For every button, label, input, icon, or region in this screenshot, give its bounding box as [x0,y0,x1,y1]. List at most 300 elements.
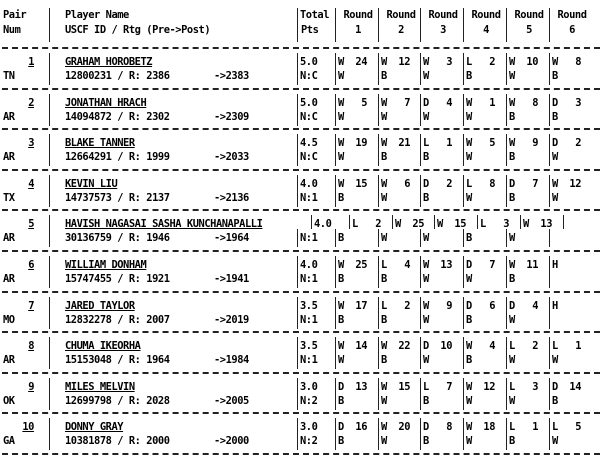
column-divider [420,378,421,392]
round-color: W [509,70,515,82]
column-divider [335,337,336,351]
points-code: N:1 [300,232,318,245]
round-result: W 20 [381,421,411,434]
column-divider [349,215,350,229]
column-divider [549,94,550,108]
header-round-number: 6 [569,24,575,36]
points-code: N:1 [300,354,318,367]
column-divider [378,256,379,270]
uscf-id-rating: 30136759 / R: 1946 [65,232,170,245]
header-total: Total [300,9,330,21]
column-divider [49,53,50,85]
round-result: W 18 [466,421,496,434]
round-color: B [381,354,387,367]
column-divider [378,351,379,369]
column-divider [420,392,421,410]
column-divider [378,175,379,189]
column-divider [297,189,298,207]
round-color: B [466,354,472,367]
player-name[interactable]: WILLIAM DONHAM [65,259,147,271]
round-color: W [552,354,558,367]
player-name[interactable]: HAVISH NAGASAI SASHA KUNCHANAPALLI [65,218,263,231]
total-points: 3.0 [300,380,318,393]
column-divider [549,53,550,67]
column-divider [420,175,421,189]
column-divider [378,134,379,148]
column-divider [335,432,336,450]
column-divider [463,189,464,207]
column-divider [420,53,421,67]
column-divider [506,148,507,166]
round-color: B [509,273,515,285]
round-color: W [381,435,387,448]
column-divider [335,378,336,392]
round-color: W [466,110,472,123]
round-result: W 6 [381,177,411,190]
column-divider [506,189,507,207]
total-points: 4.5 [300,137,318,150]
round-result: L 1 [509,421,539,434]
header-round-number: 5 [526,24,532,36]
round-color: B [552,70,558,82]
column-divider [297,229,298,247]
column-divider [506,229,507,247]
round-color: W [381,110,387,123]
column-divider [420,256,421,270]
player-name[interactable]: JONATHAN HRACH [65,96,147,109]
column-divider [297,134,298,148]
column-divider [378,311,379,329]
column-divider [335,67,336,85]
round-color: W [338,151,344,164]
round-color: B [423,394,429,407]
column-divider [297,418,298,432]
round-result: L 5 [552,421,582,434]
column-divider [378,189,379,207]
uscf-id-rating: 15153048 / R: 1964 [65,354,170,367]
round-color: W [338,110,344,123]
uscf-id-rating: 14094872 / R: 2302 [65,110,170,123]
total-points: 5.0 [300,56,318,68]
post-rating: ->2136 [214,191,249,204]
round-result: D 2 [423,177,453,190]
pair-number: 4 [28,177,34,190]
row-separator [2,128,600,130]
pair-number: 6 [28,259,34,271]
column-divider [420,270,421,288]
header-round-1: Round [343,9,373,21]
round-result: W 12 [552,177,582,190]
row-separator [2,209,600,211]
column-divider [335,108,336,126]
round-color: W [423,273,429,285]
column-divider [463,229,464,247]
row-separator [2,453,600,455]
column-divider [463,392,464,410]
header-round-3: Round [428,9,458,21]
column-divider [434,215,435,229]
round-color: W [381,394,387,407]
round-color: W [338,70,344,82]
column-divider [477,215,478,229]
column-divider [420,94,421,108]
round-color: W [466,273,472,285]
column-divider [463,351,464,369]
column-divider [297,67,298,85]
column-divider [549,8,550,42]
player-state: TN [3,70,15,82]
round-result: D 16 [338,421,368,434]
round-result: L 3 [480,218,510,231]
column-divider [49,337,50,369]
round-result: D 6 [466,299,496,312]
column-divider [378,378,379,392]
player-state: TX [3,191,15,204]
player-name[interactable]: BLAKE TANNER [65,137,135,150]
player-name[interactable]: DONNY GRAY [65,421,124,434]
round-result: W 15 [338,177,368,190]
column-divider [297,53,298,67]
round-color: B [381,273,387,285]
round-color: B [338,232,344,245]
column-divider [335,418,336,432]
round-color: W [552,435,558,448]
round-color: W [509,232,515,245]
column-divider [506,270,507,288]
column-divider [335,297,336,311]
round-result: L 2 [466,56,496,68]
column-divider [378,337,379,351]
round-color: W [381,232,387,245]
column-divider [506,311,507,329]
column-divider [335,148,336,166]
round-color: B [552,110,558,123]
points-code: N:1 [300,191,318,204]
round-result: L 1 [423,137,453,150]
column-divider [506,175,507,189]
uscf-id-rating: 12800231 / R: 2386 [65,70,170,82]
round-color: B [466,232,472,245]
column-divider [463,311,464,329]
round-result: W 14 [338,340,368,353]
column-divider [49,94,50,126]
column-divider [506,392,507,410]
round-color: B [338,191,344,204]
column-divider [463,175,464,189]
column-divider [463,53,464,67]
column-divider [311,215,312,229]
points-code: N:C [300,70,318,82]
header-pts: Pts [301,24,319,36]
column-divider [297,392,298,410]
round-color: W [423,110,429,123]
round-color: B [423,191,429,204]
round-result: W 8 [552,56,582,68]
column-divider [549,229,550,247]
uscf-id-rating: 12664291 / R: 1999 [65,151,170,164]
round-result: L 2 [352,218,382,231]
round-color: B [381,313,387,326]
column-divider [549,189,550,207]
column-divider [297,256,298,270]
uscf-id-rating: 12832278 / R: 2007 [65,313,170,326]
uscf-id-rating: 10381878 / R: 2000 [65,435,170,448]
round-color: W [466,191,472,204]
post-rating: ->2000 [214,435,249,448]
round-color: B [552,394,558,407]
round-result: W 22 [381,340,411,353]
pair-number: 10 [22,421,34,434]
round-result: D 4 [423,96,453,109]
points-code: N:1 [300,313,318,326]
column-divider [506,378,507,392]
column-divider [335,175,336,189]
header-pair: Pair [3,9,27,21]
column-divider [297,108,298,126]
round-result: W 3 [423,56,453,68]
column-divider [335,134,336,148]
column-divider [297,175,298,189]
round-color: W [466,435,472,448]
points-code: N:2 [300,394,318,407]
column-divider [420,229,421,247]
column-divider [49,297,50,329]
header-round-5: Round [514,9,544,21]
column-divider [297,378,298,392]
row-separator [2,412,600,414]
total-points: 5.0 [300,96,318,109]
column-divider [463,270,464,288]
pair-number: 3 [28,137,34,150]
round-color: B [423,435,429,448]
row-separator [2,291,600,293]
round-color: B [338,273,344,285]
column-divider [463,378,464,392]
column-divider [549,297,550,311]
player-name[interactable]: CHUMA IKEORHA [65,340,141,353]
column-divider [420,148,421,166]
column-divider [549,67,550,85]
column-divider [506,108,507,126]
column-divider [297,311,298,329]
player-state: OK [3,394,15,407]
total-points: 4.0 [314,218,332,231]
player-state: MO [3,313,15,326]
column-divider [549,148,550,166]
round-result: D 8 [423,421,453,434]
column-divider [549,392,550,410]
column-divider [420,351,421,369]
column-divider [378,229,379,247]
column-divider [520,215,521,229]
column-divider [506,67,507,85]
header-round-6: Round [557,9,587,21]
total-points: 3.5 [300,299,318,312]
round-result: W 8 [509,96,539,109]
column-divider [549,418,550,432]
round-color: W [552,151,558,164]
column-divider [420,297,421,311]
round-result: D 10 [423,340,453,353]
column-divider [49,134,50,166]
column-divider [392,215,393,229]
round-result: D 7 [466,259,496,271]
round-result: D 13 [338,380,368,393]
round-color: B [509,110,515,123]
column-divider [463,418,464,432]
uscf-id-rating: 15747455 / R: 1921 [65,273,170,285]
round-color: W [509,313,515,326]
post-rating: ->1941 [214,273,249,285]
round-result: L 3 [509,380,539,393]
round-result: W 13 [523,218,553,231]
column-divider [549,270,550,288]
uscf-id-rating: 14737573 / R: 2137 [65,191,170,204]
round-color: B [466,70,472,82]
round-color: B [381,151,387,164]
row-separator [2,250,600,252]
post-rating: ->2019 [214,313,249,326]
player-state: AR [3,110,15,123]
round-color: W [423,354,429,367]
header-round-number: 4 [483,24,489,36]
column-divider [335,8,336,42]
points-code: N:C [300,151,318,164]
column-divider [49,8,50,42]
column-divider [549,337,550,351]
header-round-2: Round [386,9,416,21]
round-result: D 7 [509,177,539,190]
column-divider [297,432,298,450]
header-round-4: Round [471,9,501,21]
column-divider [420,311,421,329]
round-color: W [423,232,429,245]
points-code: N:C [300,110,318,123]
column-divider [378,392,379,410]
column-divider [420,67,421,85]
player-state: AR [3,232,15,245]
round-color: B [509,435,515,448]
round-result: W 21 [381,137,411,150]
column-divider [378,108,379,126]
round-result: L 1 [552,340,582,353]
player-name[interactable]: MILES MELVIN [65,380,135,393]
round-result: H [552,299,558,312]
player-name[interactable]: GRAHAM HOROBETZ [65,56,153,68]
column-divider [335,256,336,270]
round-result: L 7 [423,380,453,393]
column-divider [49,378,50,410]
pair-number: 1 [28,56,34,68]
round-result: L 8 [466,177,496,190]
round-result: W 19 [338,137,368,150]
player-name[interactable]: KEVIN LIU [65,177,118,190]
round-result: W 12 [381,56,411,68]
round-result: W 11 [509,259,539,271]
column-divider [463,134,464,148]
round-color: B [509,191,515,204]
pair-number: 5 [28,218,34,231]
player-state: AR [3,354,15,367]
column-divider [297,270,298,288]
column-divider [463,8,464,42]
column-divider [506,134,507,148]
player-state: AR [3,273,15,285]
header-num: Num [3,24,21,36]
round-color: B [381,70,387,82]
round-result: W 1 [466,96,496,109]
row-separator [2,88,600,90]
points-code: N:1 [300,273,318,285]
column-divider [549,311,550,329]
total-points: 4.0 [300,259,318,271]
column-divider [506,351,507,369]
round-color: B [509,151,515,164]
column-divider [378,432,379,450]
header-player-name: Player Name [65,9,129,21]
column-divider [378,53,379,67]
column-divider [335,311,336,329]
column-divider [378,8,379,42]
column-divider [506,337,507,351]
round-color: W [509,354,515,367]
column-divider [549,432,550,450]
column-divider [549,351,550,369]
round-result: L 2 [509,340,539,353]
header-uscf-rating: USCF ID / Rtg (Pre->Post) [65,24,211,36]
pair-number: 8 [28,340,34,353]
round-result: D 14 [552,380,582,393]
column-divider [506,297,507,311]
column-divider [335,229,336,247]
round-result: W 25 [338,259,368,271]
player-name[interactable]: JARED TAYLOR [65,299,135,312]
player-state: GA [3,435,15,448]
round-result: W 24 [338,56,368,68]
column-divider [463,108,464,126]
total-points: 3.0 [300,421,318,434]
round-color: W [466,394,472,407]
column-divider [506,8,507,42]
round-result: L 2 [381,299,411,312]
round-result: D 3 [552,96,582,109]
round-color: W [509,394,515,407]
column-divider [506,432,507,450]
round-result: W 9 [509,137,539,150]
pair-number: 7 [28,299,34,312]
post-rating: ->1984 [214,354,249,367]
row-separator [2,372,600,374]
column-divider [335,270,336,288]
round-result: W 5 [338,96,368,109]
column-divider [49,215,50,247]
column-divider [549,134,550,148]
post-rating: ->1964 [214,232,249,245]
row-separator [2,169,600,171]
column-divider [463,432,464,450]
column-divider [506,53,507,67]
column-divider [549,175,550,189]
column-divider [335,94,336,108]
column-divider [463,94,464,108]
column-divider [297,8,298,42]
round-color: W [423,313,429,326]
round-color: B [338,313,344,326]
post-rating: ->2383 [214,70,249,82]
pair-number: 9 [28,380,34,393]
round-color: B [338,435,344,448]
column-divider [420,418,421,432]
